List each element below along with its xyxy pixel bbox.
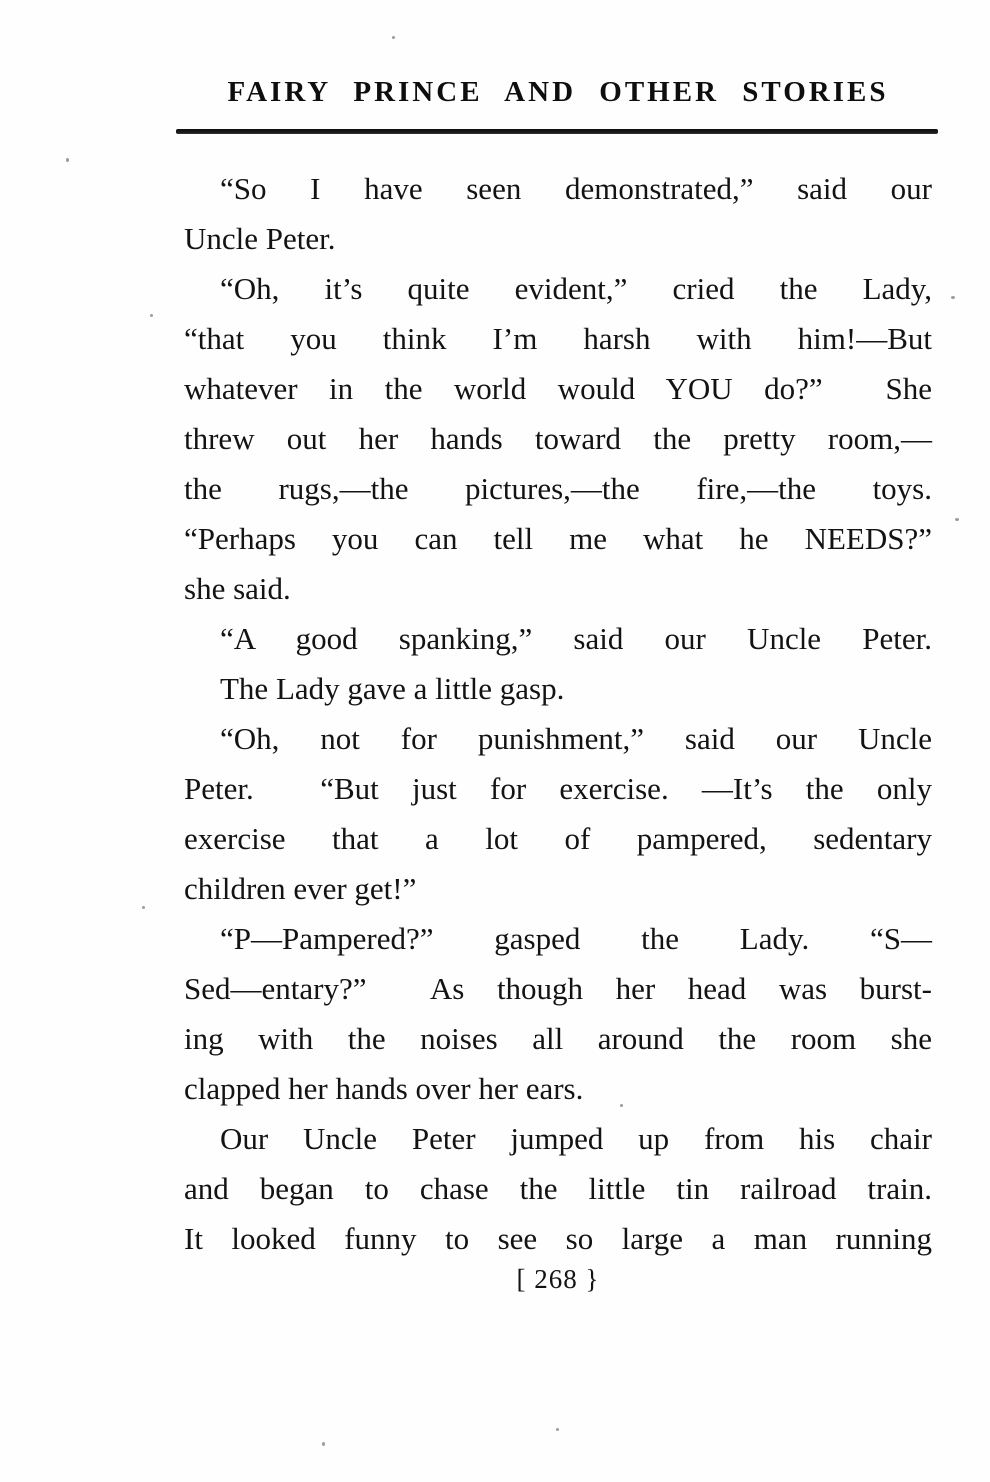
paragraph (184, 714, 932, 914)
paragraph (184, 164, 932, 264)
paragraph (184, 614, 932, 664)
text-line: “Oh, not for punishment,” said our Uncle (220, 721, 932, 756)
text-line: “Perhaps you can tell me what he NEEDS?” (184, 521, 932, 556)
text-line: whatever in the world would YOU do?” She (184, 371, 932, 406)
text-line: clapped her hands over her ears. (184, 1071, 584, 1106)
text-line: “So I have seen demonstrated,” said our (220, 171, 932, 206)
paper-speck (142, 906, 145, 909)
text-line: Our Uncle Peter jumped up from his chair (220, 1121, 932, 1156)
text-line: and began to chase the little tin railroad train. (184, 1171, 932, 1206)
page-number: [ 268 } (516, 1264, 600, 1294)
text-line: The Lady gave a little gasp. (220, 671, 565, 706)
paper-speck (951, 296, 955, 299)
header-rule (176, 129, 938, 134)
page-body (184, 164, 932, 1264)
paragraph (184, 1114, 932, 1264)
text-line: “P—Pampered?” gasped the Lady. “S— (220, 921, 932, 956)
text-line: children ever get!” (184, 871, 417, 906)
paragraph (184, 914, 932, 1114)
text-line: the rugs,—the pictures,—the fire,—the toys. (184, 471, 932, 506)
text-line: exercise that a lot of pampered, sedentary (184, 821, 932, 856)
text-line: Sed—entary?” As though her head was burst- (184, 971, 932, 1006)
paragraph (184, 264, 932, 614)
text-line: “A good spanking,” said our Uncle Peter. (220, 621, 932, 656)
text-line: It looked funny to see so large a man running (184, 1221, 932, 1256)
paper-speck (955, 518, 959, 521)
text-line: “Oh, it’s quite evident,” cried the Lady, (220, 271, 932, 306)
paragraph (184, 664, 932, 714)
text-line: threw out her hands toward the pretty room,— (184, 421, 932, 456)
text-line: “that you think I’m harsh with him!—But (184, 321, 932, 356)
paper-speck (66, 158, 69, 162)
paper-speck (150, 314, 153, 317)
text-line: she said. (184, 571, 291, 606)
text-line: Peter. “But just for exercise. —It’s the only (184, 771, 932, 806)
text-line: Uncle Peter. (184, 221, 336, 256)
paper-speck (322, 1442, 325, 1446)
text-line: ing with the noises all around the room she (184, 1021, 932, 1056)
page-column (184, 0, 932, 1482)
paper-speck (392, 36, 395, 39)
paper-speck (620, 1104, 623, 1107)
paper-speck (556, 1428, 559, 1431)
running-header: FAIRY PRINCE AND OTHER STORIES (227, 76, 889, 108)
